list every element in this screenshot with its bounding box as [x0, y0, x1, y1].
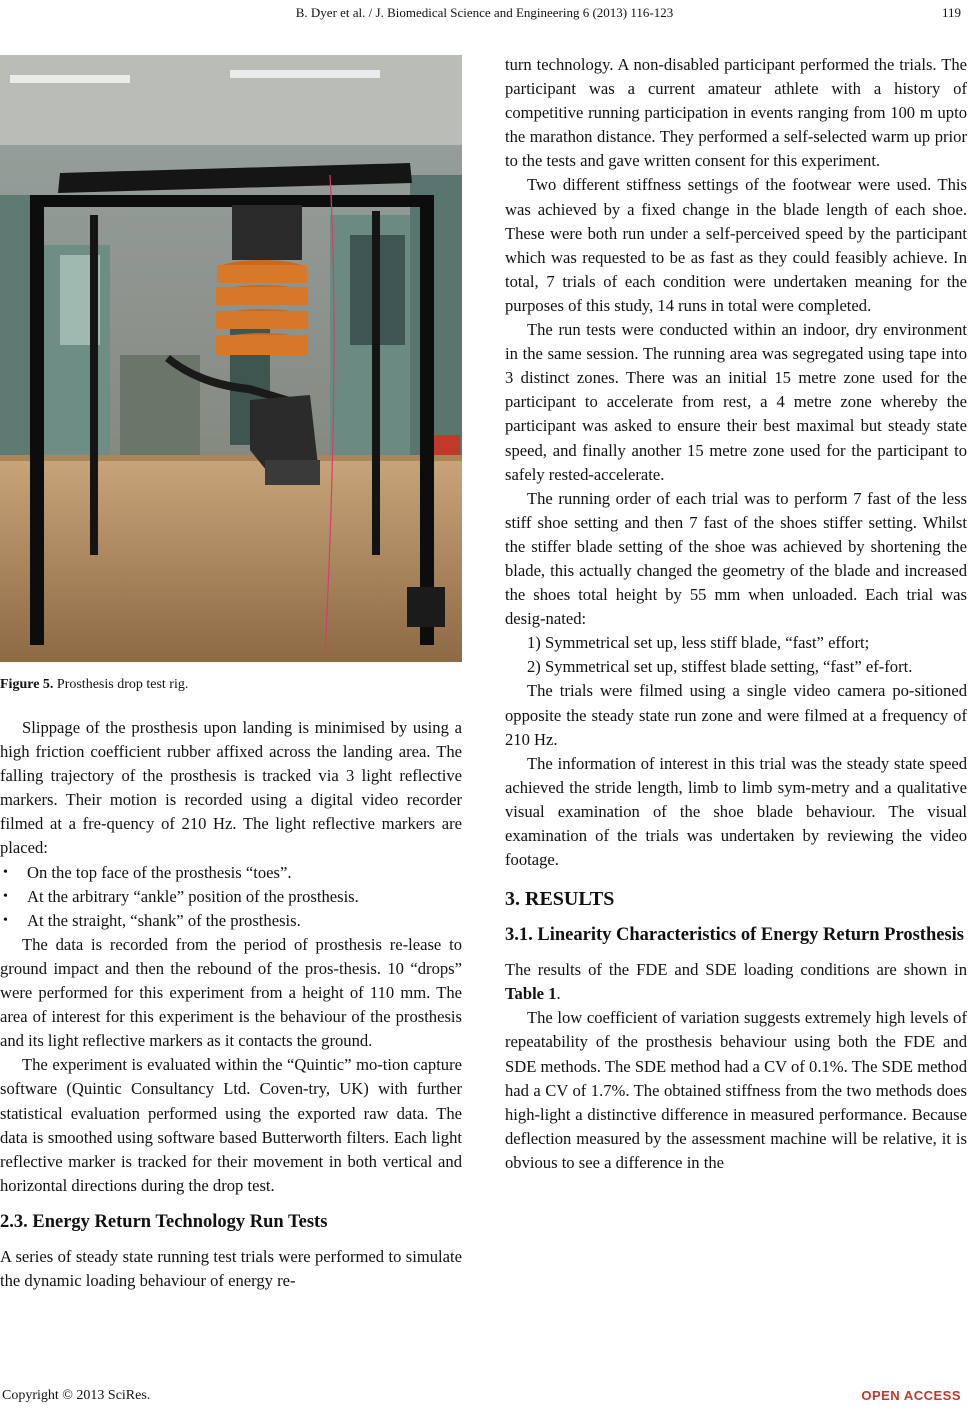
open-access-label: OPEN ACCESS: [861, 1388, 961, 1403]
paragraph-data-recorded: The data is recorded from the period of prosthesis re-lease to ground impact and then the rebound of the pros-thesis. 10 “drops” were performed for this experiment from a height of 110 mm. The area of interest for this experiment is the behaviour of the prosthesis and its light reflective markers as it contacts the ground.: [0, 934, 462, 1051]
right-column: [505, 53, 967, 1175]
paragraph-information: The information of interest in this trial was the steady state speed achieved the stride length, limb to limb sym-metry and a qualitative visual examination of the shoe blade behaviour. The visual examination of the trials was undertaken by reviewing the video footage.: [505, 753, 967, 870]
paragraph-results-intro: The results of the FDE and SDE loading conditions are shown in Table 1.: [505, 960, 967, 1004]
left-column: [0, 55, 462, 1293]
paragraph-slippage: Slippage of the prosthesis upon landing is minimised by using a high friction coefficient rubber affixed across the landing area. The falling trajectory of the prosthesis is tracked via 3 light reflective markers. Their motion is recorded using a digital video recorder filmed at a fre-quency of 210 Hz. The light reflective markers are placed:: [0, 718, 462, 858]
copyright-notice: Copyright © 2013 SciRes.: [2, 1388, 151, 1403]
table-reference: Table 1: [505, 984, 557, 1004]
heading-3-1: 3.1. Linearity Characteristics of Energy Return Prosthesis: [505, 925, 965, 946]
figure-caption-text: Prosthesis drop test rig.: [53, 677, 189, 692]
paragraph-quintic: The experiment is evaluated within the “Quintic” mo-tion capture software (Quintic Consultancy Ltd. Coven-try, UK) with further statistical evaluation performed using the exported raw data. The data is smoothed using software based Butterworth filters. Each light reflective marker is tracked for their movement in both vertical and horizontal directions during the drop test.: [0, 1055, 462, 1195]
trial-list-item-2: 2) Symmetrical set up, stiffest blade setting, “fast” ef-fort.: [527, 657, 913, 677]
paragraph-filming: The trials were filmed using a single video camera po-sitioned opposite the steady state run zone and were filmed at a frequency of 210 Hz.: [505, 681, 967, 749]
list-item: • At the arbitrary “ankle” position of the prosthesis.: [0, 885, 462, 909]
trial-list-item-1: 1) Symmetrical set up, less stiff blade, “fast” effort;: [527, 633, 870, 653]
paragraph-stiffness: Two different stiffness settings of the footwear were used. This was achieved by a fixed change in the blade length of each shoe. These were both run under a self-perceived speed by the participant which was requested to be as fast as they could feasibly achieve. In total, 7 trials of each condition were undertaken meaning for the purposes of this study, 14 runs in total were completed.: [505, 175, 967, 315]
list-item: • At the straight, “shank” of the prosthesis.: [0, 909, 462, 933]
paragraph-running-order: The running order of each trial was to perform 7 fast of the less stiff shoe setting and then 7 fast of the shoes stiffer setting. Whilst the stiffer blade setting of the shoe was achieved by shortening the blade, this actually changed the geometry of the blade and increased the shoes total height by 55 mm when unloaded. Each trial was desig-nated:: [505, 488, 967, 629]
list-item: • On the top face of the prosthesis “toes”.: [0, 861, 462, 885]
heading-2-3: 2.3. Energy Return Technology Run Tests: [0, 1211, 328, 1232]
running-title: B. Dyer et al. / J. Biomedical Science and Engineering 6 (2013) 116-123: [295, 5, 674, 20]
marker-list: [0, 861, 462, 933]
figure-caption: [0, 676, 462, 694]
paragraph-run-tests: A series of steady state running test trials were performed to simulate the dynamic loading behaviour of energy re-: [0, 1246, 462, 1290]
paragraph-run-environment: The run tests were conducted within an indoor, dry environment in the same session. The running area was segregated using tape into 3 distinct zones. There was an initial 15 metre zone used for the participant to accelerate from rest, a 4 metre zone whereby the participant was asked to ensure their best maximal but steady state speed, and finally another 15 metre zone used for the participant to safely rested-accelerate.: [505, 320, 967, 484]
page-number: 119: [941, 5, 961, 20]
figure-5-photo: [0, 55, 462, 662]
paragraph-coefficient: The low coefficient of variation suggests extremely high levels of repeatability of the prosthesis behaviour using both the FDE and SDE methods. The SDE method had a CV of 0.1%. The SDE method had a CV of 1.7%. The obtained stiffness from the two methods does high-light a distinctive difference in measured performance. Because deflection measured by the assessment machine will be relative, it is obvious to see a difference in the: [505, 1008, 967, 1172]
running-header: [0, 5, 969, 25]
paragraph-participant: turn technology. A non-disabled participant performed the trials. The participant was a current amateur athlete with a history of competitive running participation in events ranging from 100 m upto the marathon distance. They performed a self-selected warm up prior to the tests and gave written consent for this experiment.: [505, 55, 967, 171]
figure-caption-label: Figure 5.: [0, 677, 54, 692]
drop-test-rig-image: [0, 55, 462, 662]
heading-results: 3. RESULTS: [505, 888, 615, 911]
